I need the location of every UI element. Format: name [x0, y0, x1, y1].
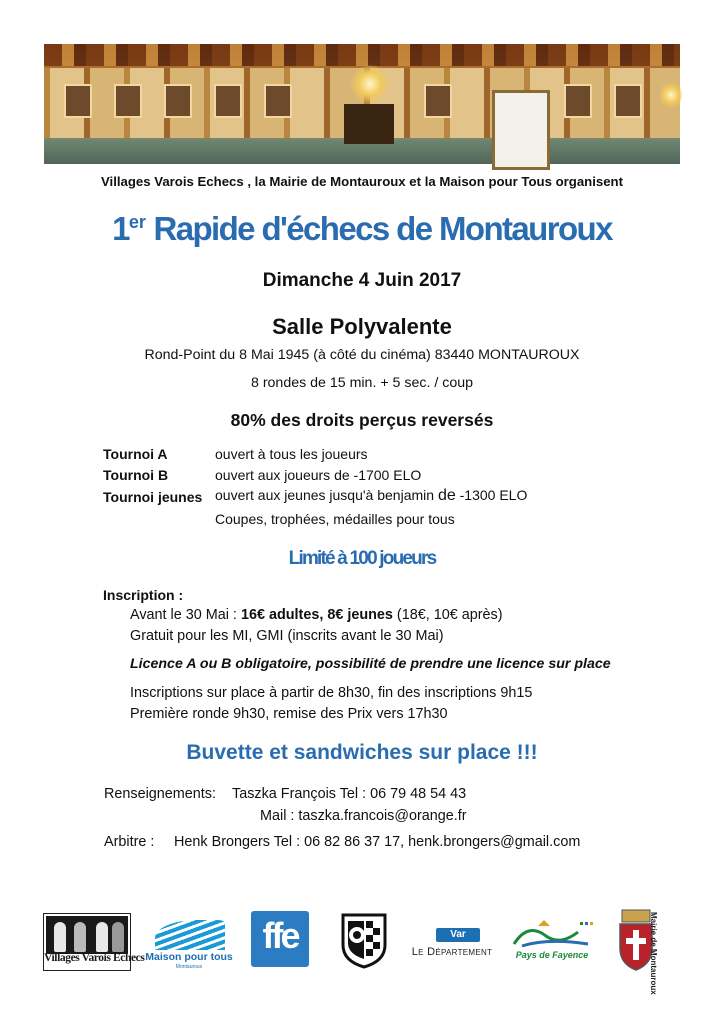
prizes-info: Coupes, trophées, médailles pour tous [215, 511, 455, 527]
inscription-title: Inscription : [103, 587, 184, 603]
tournament-jeunes-desc: ouvert aux jeunes jusqu'à benjamin de -1300 ELO [215, 487, 528, 504]
contact-email: Mail : taszka.francois@orange.fr [260, 808, 467, 824]
ffe-logo: ffe [251, 911, 309, 967]
buvette-info: Buvette et sandwiches sur place !!! [186, 741, 538, 764]
page-title: 1er Rapide d'échecs de Montauroux [112, 210, 612, 247]
villages-varois-echecs-logo: Villages Varois Echecs [43, 913, 131, 971]
licence-requirement: Licence A ou B obligatoire, possibilité de prendre une licence sur place [130, 656, 611, 672]
arbiter-label: Arbitre : [104, 834, 155, 850]
rounds-info: 8 rondes de 15 min. + 5 sec. / coup [250, 375, 473, 391]
inscription-free: Gratuit pour les MI, GMI (inscrits avant le 30 Mai) [130, 628, 444, 644]
venue-name: Salle Polyvalente [272, 314, 452, 339]
maison-pour-tous-logo: Maison pour tous Montauroux [141, 920, 237, 970]
contact-phone: Taszka François Tel : 06 79 48 54 43 [232, 786, 467, 802]
tournament-a-desc: ouvert à tous les joueurs [215, 446, 368, 462]
pays-de-fayence-logo: Pays de Fayence [508, 918, 596, 968]
inscription-onsite: Inscriptions sur place à partir de 8h30, fin des inscriptions 9h15 [130, 685, 533, 701]
chess-club-emblem-icon [335, 909, 393, 969]
tournament-a-name: Tournoi A [103, 446, 168, 462]
tournament-b-name: Tournoi B [103, 467, 169, 483]
inscription-fees: Avant le 30 Mai : 16€ adultes, 8€ jeunes (18€, 10€ après) [130, 607, 503, 623]
chandelier-icon [350, 64, 390, 104]
tournament-jeunes-name: Tournoi jeunes [103, 489, 203, 505]
contact-label: Renseignements: [104, 786, 216, 802]
var-departement-logo: Var Le Département [411, 929, 493, 958]
organizers-line: Villages Varois Echecs , la Mairie de Montauroux et la Maison pour Tous organisent [100, 174, 624, 189]
schedule-info: Première ronde 9h30, remise des Prix vers 17h30 [130, 706, 448, 722]
venue-address: Rond-Point du 8 Mai 1945 (à côté du cinéma) 83440 MONTAUROUX [144, 347, 580, 363]
header-banner-photo [44, 44, 680, 164]
tournament-b-desc: ouvert aux joueurs de -1700 ELO [215, 467, 422, 483]
rights-info: 80% des droits perçus reversés [230, 410, 494, 430]
door-icon [492, 90, 550, 170]
mairie-montauroux-crest-icon: Mairie de Montauroux [616, 908, 676, 974]
arbiter-info: Henk Brongers Tel : 06 82 86 37 17, henk.brongers@gmail.com [174, 834, 581, 850]
player-limit: Limité à 100 joueurs [288, 548, 436, 569]
event-date: Dimanche 4 Juin 2017 [262, 270, 462, 291]
